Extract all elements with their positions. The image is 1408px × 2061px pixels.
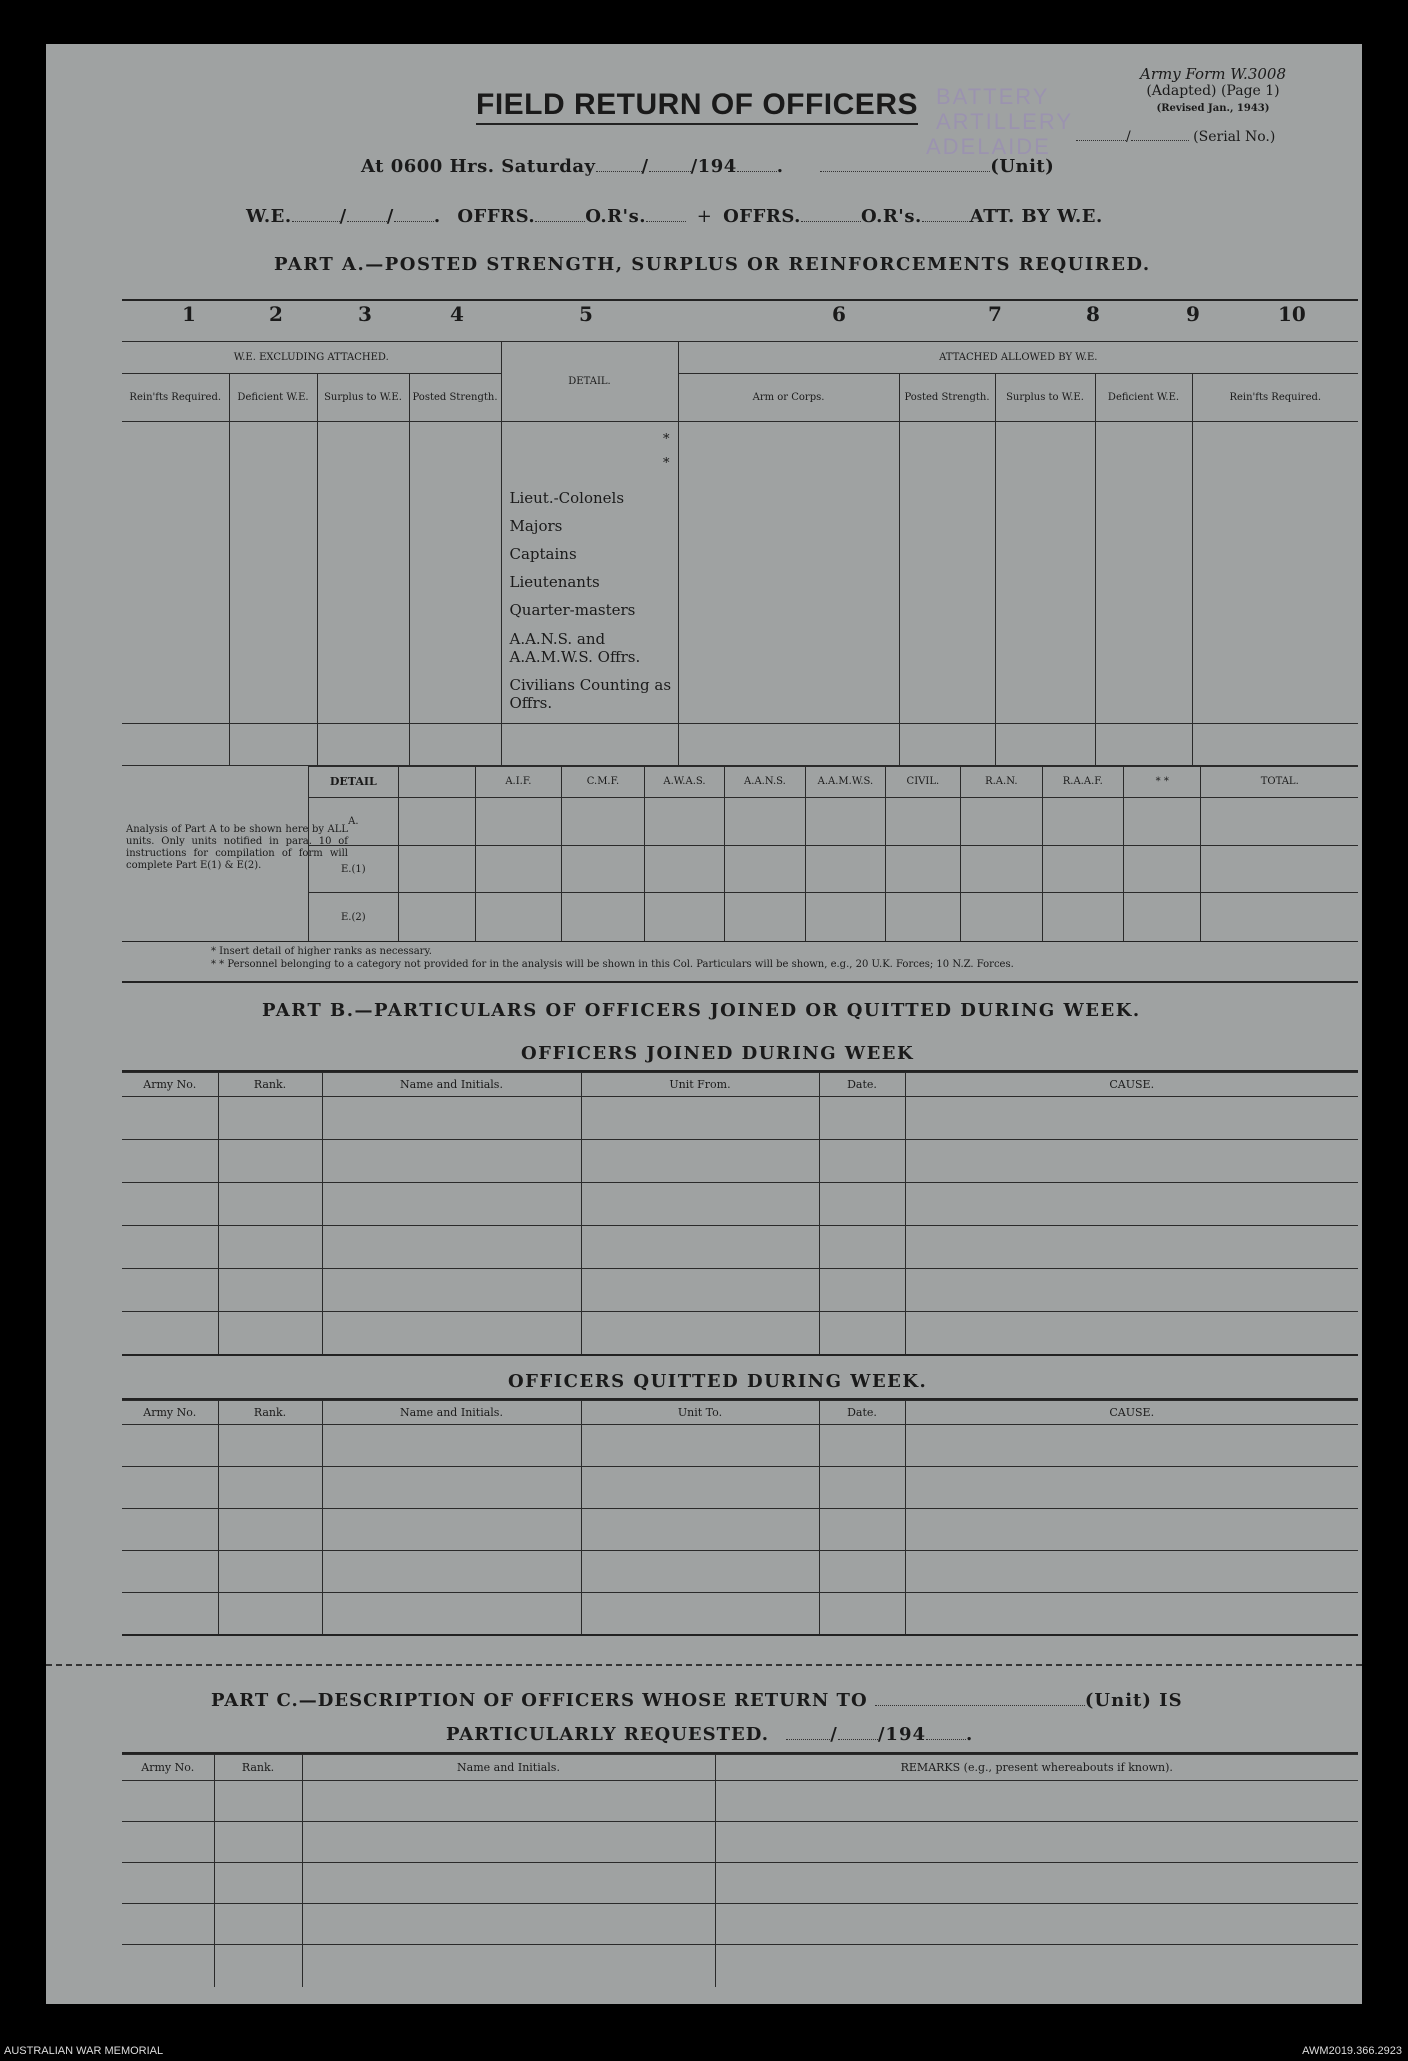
quitted-col-rank: Rank. <box>218 1401 322 1425</box>
rank-aans: A.A.N.S. and A.A.M.W.S. Offrs. <box>509 630 641 666</box>
col-arm-corps: Arm or Corps. <box>678 374 899 422</box>
table-row[interactable] <box>122 1863 1358 1904</box>
col-att-reinfts: Rein'fts Required. <box>1192 374 1358 422</box>
analysis-cell[interactable] <box>398 893 475 942</box>
analysis-cell[interactable] <box>961 846 1043 893</box>
deficient-cell[interactable] <box>229 422 317 724</box>
analysis-cell[interactable] <box>1042 846 1124 893</box>
we-field-2[interactable] <box>347 207 387 222</box>
ranks-list: * * Lieut.-Colonels Majors Captains Lieutenants Quarter-masters A.A.N.S. and A.A.M.W.S. Offrs. Civilians Counting as Offrs. <box>501 422 678 724</box>
part-a-table <box>122 341 1358 766</box>
arm-corps-cell[interactable] <box>678 422 899 724</box>
analysis-col-total: TOTAL. <box>1201 767 1358 798</box>
analysis-col-raaf: R.A.A.F. <box>1042 767 1124 798</box>
part-c-col-army-no: Army No. <box>122 1755 214 1781</box>
att-surplus-cell[interactable] <box>995 422 1095 724</box>
part-b-title: PART B.—PARTICULARS OF OFFICERS JOINED OR QUITTED DURING WEEK. <box>262 1000 1141 1021</box>
we-field-1[interactable] <box>292 207 340 222</box>
joined-col-unit-from: Unit From. <box>581 1073 819 1097</box>
analysis-cell[interactable] <box>645 893 724 942</box>
analysis-cell[interactable] <box>645 846 724 893</box>
analysis-note: Analysis of Part A to be shown here by ALL units. Only units notified in para. 10 of instructions for compilation of form will complete Part E(1) & E(2). <box>126 824 348 871</box>
unit-field[interactable] <box>820 157 990 172</box>
table-row[interactable] <box>122 1593 1358 1635</box>
analysis-cell[interactable] <box>398 846 475 893</box>
analysis-cell[interactable] <box>724 893 806 942</box>
analysis-col-aamws: A.A.M.W.S. <box>806 767 885 798</box>
table-row[interactable] <box>122 1269 1358 1312</box>
rank-captains: Captains <box>509 545 577 563</box>
year-field[interactable] <box>737 157 777 172</box>
table-row[interactable] <box>122 1822 1358 1863</box>
total-cell-4[interactable] <box>409 724 501 766</box>
analysis-cell[interactable] <box>885 893 960 942</box>
att-reinfts-cell[interactable] <box>1192 422 1358 724</box>
reinfts-cell[interactable] <box>122 422 229 724</box>
analysis-col-detail: DETAIL <box>309 767 399 798</box>
joined-table <box>122 1072 1358 1355</box>
col-deficient-we: Deficient W.E. <box>229 374 317 422</box>
analysis-cell[interactable] <box>885 797 960 846</box>
total-cell-10[interactable] <box>1192 724 1358 766</box>
month-field[interactable] <box>649 157 691 172</box>
we-line: W.E. / / . OFFRS. O.R's. + OFFRS. O.R's. ATT. BY W.E. <box>246 206 1103 227</box>
col-reinfts-required: Rein'fts Required. <box>122 374 229 422</box>
form-sheet <box>46 44 1362 2004</box>
analysis-cell[interactable] <box>1124 797 1201 846</box>
joined-col-date: Date. <box>819 1073 905 1097</box>
analysis-cell[interactable] <box>961 893 1043 942</box>
analysis-col-aif: A.I.F. <box>476 767 562 798</box>
serial-label: (Serial No.) <box>1193 129 1276 145</box>
date-line: At 0600 Hrs. Saturday / /194 . (Unit) <box>361 156 1055 177</box>
column-numbers: 1 2 3 4 5 6 7 8 9 10 <box>182 302 1306 326</box>
part-c-month-field[interactable] <box>838 1725 878 1740</box>
table-row[interactable] <box>122 1945 1358 1987</box>
analysis-cell[interactable] <box>1042 797 1124 846</box>
form-title: FIELD RETURN OF OFFICERS <box>476 88 918 125</box>
analysis-cell[interactable] <box>1042 893 1124 942</box>
analysis-cell[interactable] <box>961 797 1043 846</box>
att-deficient-cell[interactable] <box>1095 422 1192 724</box>
quitted-col-army-no: Army No. <box>122 1401 218 1425</box>
analysis-cell[interactable] <box>806 893 885 942</box>
analysis-cell[interactable] <box>476 797 562 846</box>
quitted-col-cause: CAUSE. <box>905 1401 1358 1425</box>
day-field[interactable] <box>596 157 642 172</box>
col-att-surplus: Surplus to W.E. <box>995 374 1095 422</box>
analysis-cell[interactable] <box>1124 893 1201 942</box>
ors-field-2[interactable] <box>922 207 970 222</box>
form-adapted: (Adapted) (Page 1) <box>1146 83 1280 99</box>
analysis-col-blank <box>398 767 475 798</box>
total-cell-8[interactable] <box>995 724 1095 766</box>
unit-stamp: BATTERY ARTILLERY ADELAIDE <box>926 84 1074 159</box>
part-c-unit-field[interactable] <box>875 1691 1085 1706</box>
total-cell-9[interactable] <box>1095 724 1192 766</box>
total-cell-7[interactable] <box>899 724 995 766</box>
analysis-cell[interactable] <box>806 846 885 893</box>
posted-cell[interactable] <box>409 422 501 724</box>
cut-line <box>46 1664 1362 1666</box>
footnote-2: * * Personnel belonging to a category not provided for in the analysis will be shown in this Col. Particulars will be shown, e.g., 20 U.K. Forces; 10 N.Z. Forces. <box>211 959 1014 970</box>
table-row[interactable] <box>122 1226 1358 1269</box>
analysis-col-civil: CIVIL. <box>885 767 960 798</box>
table-row[interactable] <box>122 1509 1358 1551</box>
part-c-table <box>122 1754 1358 1987</box>
quitted-col-name: Name and Initials. <box>322 1401 581 1425</box>
analysis-col-cmf: C.M.F. <box>561 767 645 798</box>
table-row[interactable] <box>122 1551 1358 1593</box>
table-row[interactable] <box>122 1467 1358 1509</box>
form-identifier <box>1098 66 1328 117</box>
analysis-cell[interactable] <box>1124 846 1201 893</box>
part-a-title: PART A.—POSTED STRENGTH, SURPLUS OR REINFORCEMENTS REQUIRED. <box>274 254 1151 275</box>
table-row[interactable] <box>122 1097 1358 1140</box>
total-cell-5[interactable] <box>501 724 678 766</box>
table-row[interactable] <box>122 1312 1358 1355</box>
part-c-col-remarks: REMARKS (e.g., present whereabouts if known). <box>715 1755 1358 1781</box>
rank-lieutenants: Lieutenants <box>509 573 600 591</box>
analysis-cell[interactable] <box>476 893 562 942</box>
part-c-col-name: Name and Initials. <box>302 1755 715 1781</box>
analysis-cell[interactable] <box>1201 846 1358 893</box>
analysis-col-other: * * <box>1124 767 1201 798</box>
analysis-cell[interactable] <box>561 846 645 893</box>
total-cell-3[interactable] <box>317 724 409 766</box>
total-cell-2[interactable] <box>229 724 317 766</box>
analysis-row-e2: E.(2) <box>309 893 399 942</box>
analysis-cell[interactable] <box>885 846 960 893</box>
part-c-day-field[interactable] <box>786 1725 830 1740</box>
col-att-deficient: Deficient W.E. <box>1095 374 1192 422</box>
rank-civilians: Civilians Counting as Offrs. <box>509 676 672 712</box>
we-field-3[interactable] <box>394 207 434 222</box>
analysis-row-e1: E.(1) <box>309 846 399 893</box>
detail-header: DETAIL. <box>501 342 678 422</box>
serial-number-field[interactable]: / (Serial No.) <box>1076 126 1275 145</box>
analysis-row-a: A. <box>309 797 399 846</box>
analysis-cell[interactable] <box>476 846 562 893</box>
col-att-posted-strength: Posted Strength. <box>899 374 995 422</box>
rank-quarter-masters: Quarter-masters <box>509 601 636 619</box>
joined-col-cause: CAUSE. <box>905 1073 1358 1097</box>
analysis-cell[interactable] <box>806 797 885 846</box>
date-prefix: At 0600 Hrs. Saturday <box>361 156 596 177</box>
analysis-cell[interactable] <box>1201 893 1358 942</box>
rank-majors: Majors <box>509 517 563 535</box>
part-c-line-2: PARTICULARLY REQUESTED. / /194 . <box>446 1724 974 1745</box>
footer-source: AUSTRALIAN WAR MEMORIAL <box>4 2045 164 2057</box>
table-row[interactable] <box>122 1781 1358 1822</box>
analysis-cell[interactable] <box>398 797 475 846</box>
offrs-field-1[interactable] <box>535 207 585 222</box>
col-surplus-we: Surplus to W.E. <box>317 374 409 422</box>
unit-label: (Unit) <box>990 156 1055 177</box>
analysis-table <box>308 766 1358 942</box>
table-row[interactable] <box>122 1183 1358 1226</box>
analysis-cell[interactable] <box>561 893 645 942</box>
total-cell-6[interactable] <box>678 724 899 766</box>
analysis-cell[interactable] <box>724 797 806 846</box>
analysis-cell[interactable] <box>1201 797 1358 846</box>
table-row[interactable] <box>122 1904 1358 1945</box>
form-number: Army Form W.3008 <box>1140 65 1286 83</box>
table-row[interactable] <box>122 1140 1358 1183</box>
analysis-cell[interactable] <box>724 846 806 893</box>
joined-title: OFFICERS JOINED DURING WEEK <box>521 1043 915 1064</box>
att-posted-cell[interactable] <box>899 422 995 724</box>
rank-lieut-colonels: Lieut.-Colonels <box>509 489 625 507</box>
offrs-field-2[interactable] <box>801 207 861 222</box>
analysis-col-awas: A.W.A.S. <box>645 767 724 798</box>
table-row[interactable] <box>122 1425 1358 1467</box>
quitted-table <box>122 1400 1358 1635</box>
footnote-1: * Insert detail of higher ranks as necessary. <box>211 946 432 957</box>
joined-col-name: Name and Initials. <box>322 1073 581 1097</box>
col-posted-strength: Posted Strength. <box>409 374 501 422</box>
we-excluding-header: W.E. EXCLUDING ATTACHED. <box>122 342 501 374</box>
part-c-line-1: PART C.—DESCRIPTION OF OFFICERS WHOSE RETURN TO (Unit) IS <box>211 1690 1183 1711</box>
total-cell-1[interactable] <box>122 724 229 766</box>
part-c-year-field[interactable] <box>926 1725 966 1740</box>
quitted-col-unit-to: Unit To. <box>581 1401 819 1425</box>
form-revised: (Revised Jan., 1943) <box>1156 103 1270 114</box>
joined-col-rank: Rank. <box>218 1073 322 1097</box>
ors-field-1[interactable] <box>646 207 686 222</box>
joined-col-army-no: Army No. <box>122 1073 218 1097</box>
attached-allowed-header: ATTACHED ALLOWED BY W.E. <box>678 342 1358 374</box>
analysis-cell[interactable] <box>561 797 645 846</box>
analysis-col-aans: A.A.N.S. <box>724 767 806 798</box>
footer-accession: AWM2019.366.2923 <box>1302 2045 1402 2057</box>
quitted-title: OFFICERS QUITTED DURING WEEK. <box>508 1371 928 1392</box>
analysis-cell[interactable] <box>645 797 724 846</box>
quitted-col-date: Date. <box>819 1401 905 1425</box>
surplus-cell[interactable] <box>317 422 409 724</box>
part-c-col-rank: Rank. <box>214 1755 302 1781</box>
analysis-col-ran: R.A.N. <box>961 767 1043 798</box>
